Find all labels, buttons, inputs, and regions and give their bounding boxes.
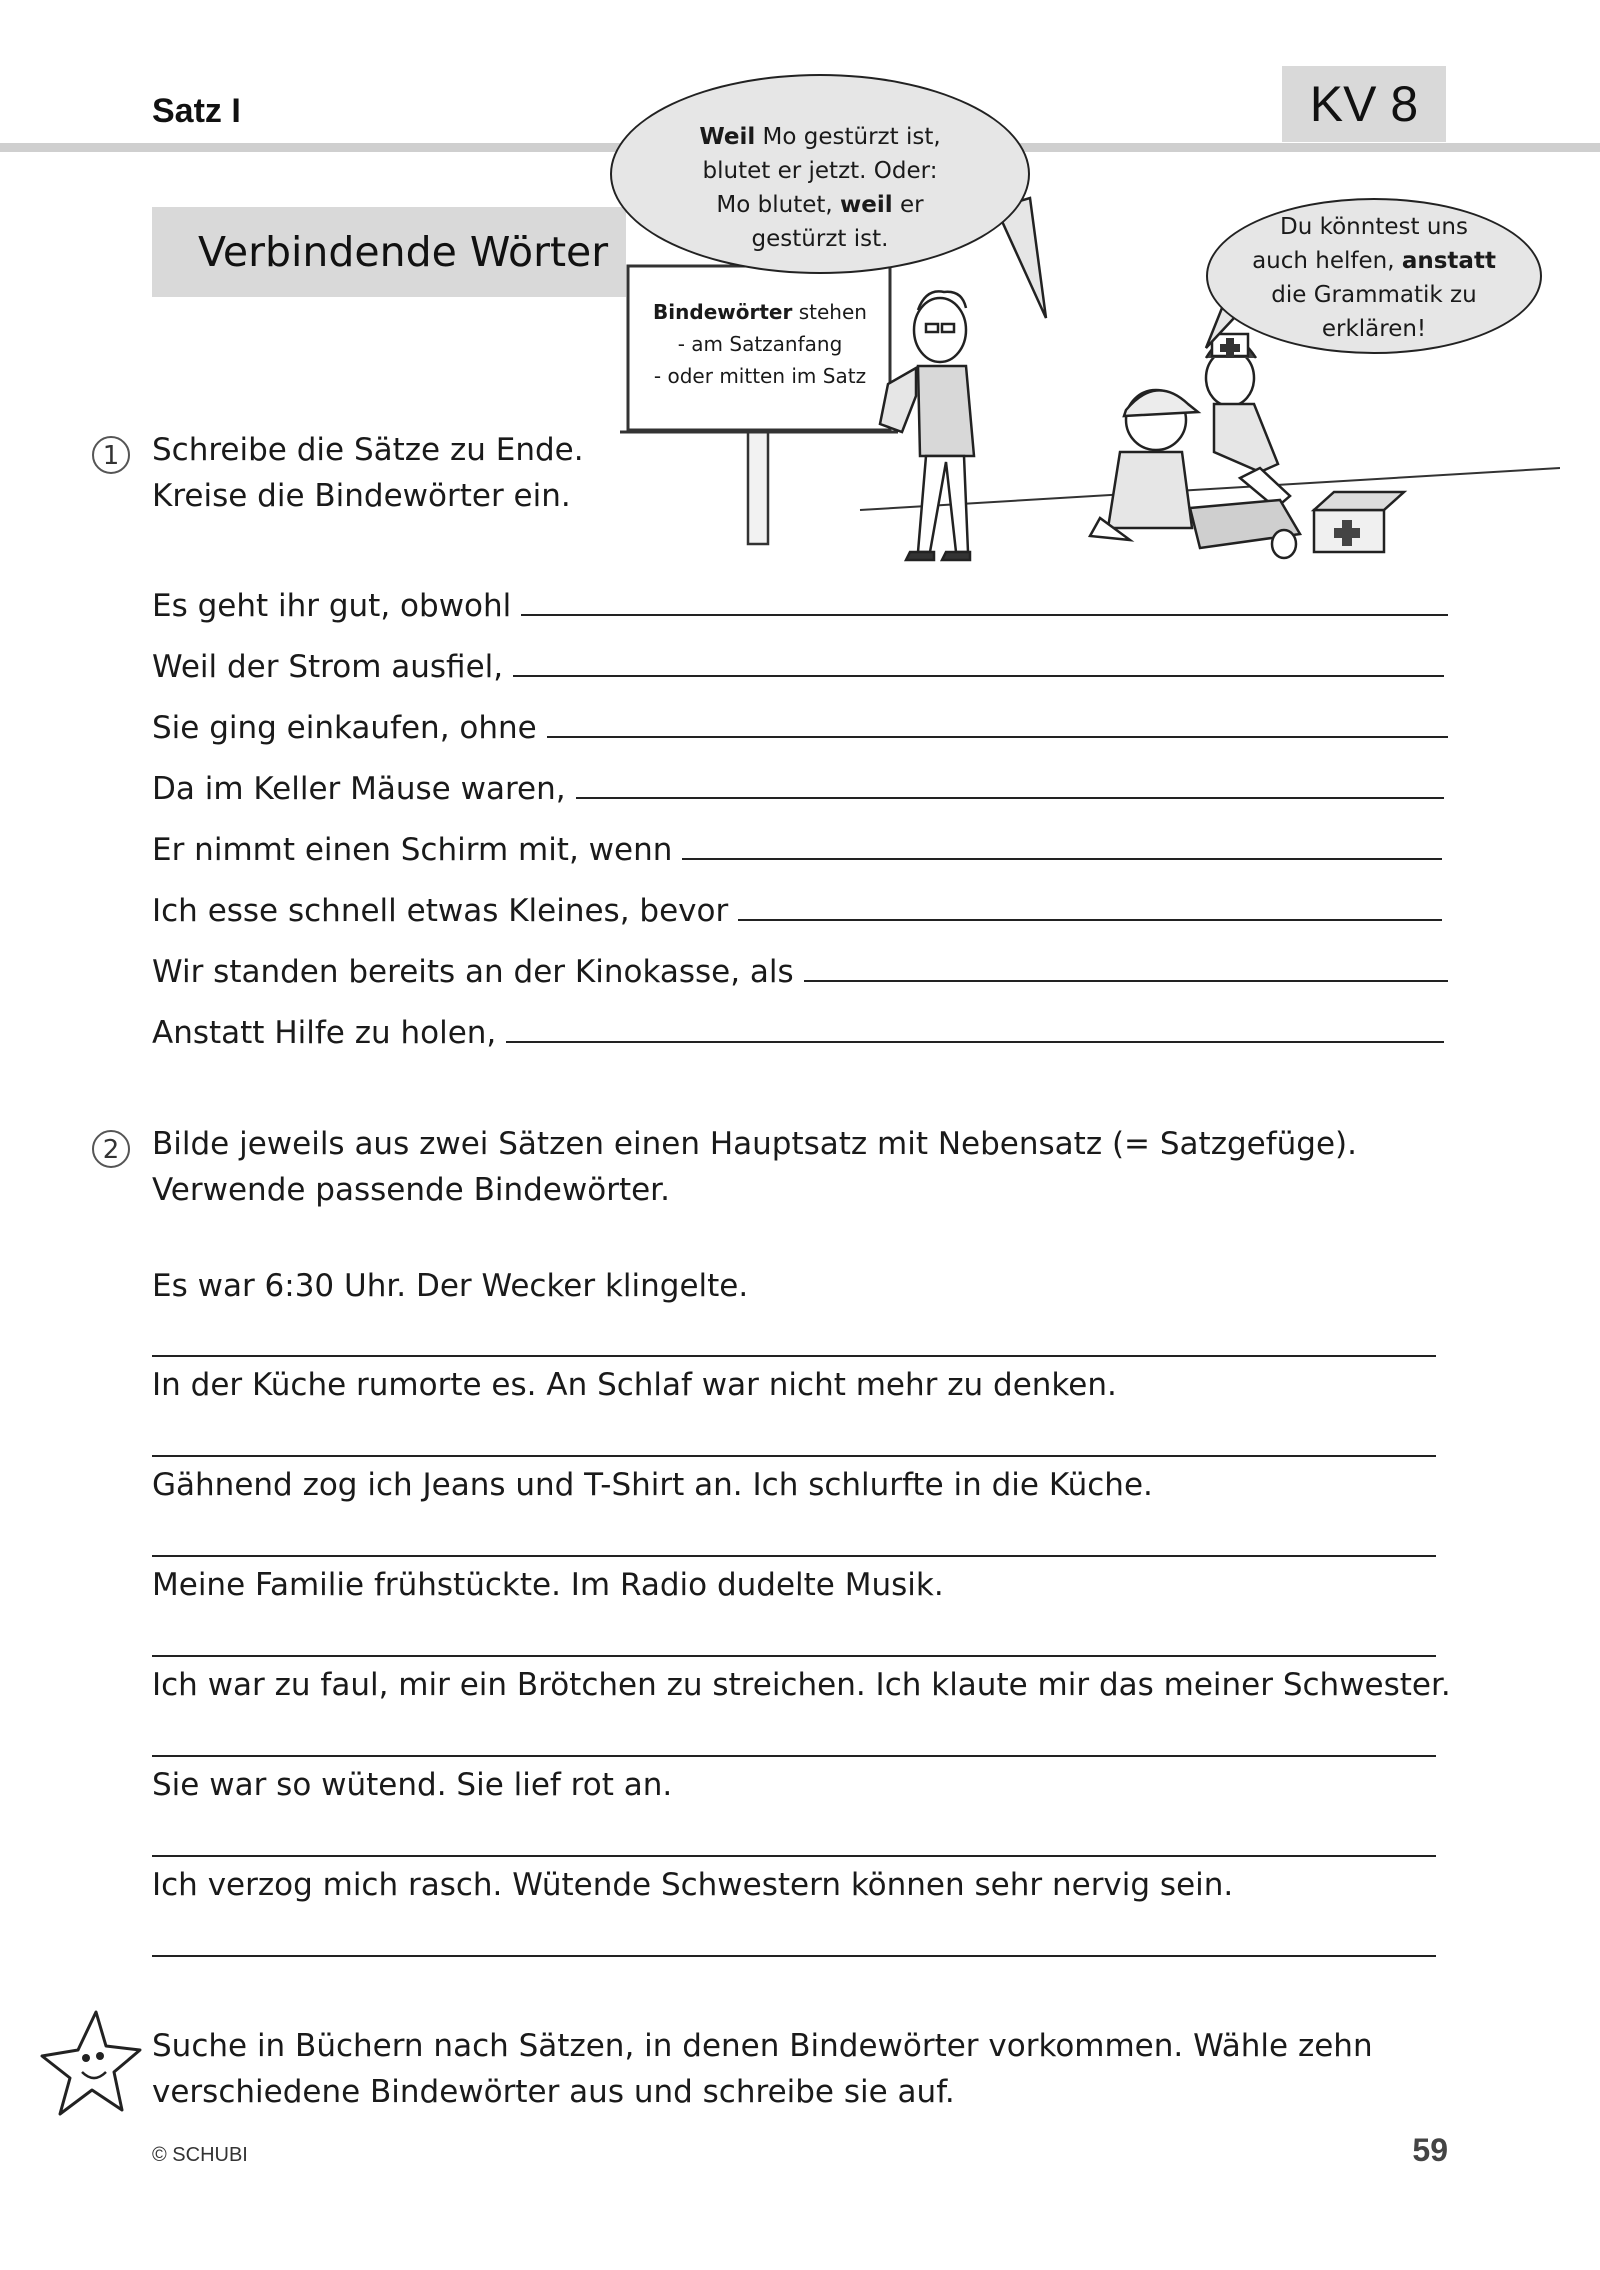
page-title: Verbindende Wörter: [152, 207, 626, 297]
board-line-2: - am Satzanfang: [677, 332, 843, 356]
copyright: © SCHUBI: [152, 2144, 248, 2166]
task-1-instructions: Schreibe die Sätze zu Ende. Kreise die Bindewörter ein.: [152, 432, 584, 514]
answer-line[interactable]: [152, 1455, 1436, 1457]
answer-line[interactable]: [738, 919, 1442, 921]
answer-line[interactable]: [152, 1855, 1436, 1857]
answer-line[interactable]: [547, 736, 1448, 738]
answer-line[interactable]: [804, 980, 1448, 982]
exercise-sentence: Gähnend zog ich Jeans und T-Shirt an. Ich schlurfte in die Küche.: [152, 1467, 1153, 1503]
fill-row[interactable]: Er nimmt einen Schirm mit, wenn: [152, 822, 1442, 868]
answer-line[interactable]: [152, 1555, 1436, 1557]
answer-line[interactable]: [152, 1355, 1436, 1357]
answer-line[interactable]: [682, 858, 1442, 860]
fill-row[interactable]: Da im Keller Mäuse waren,: [152, 761, 1444, 807]
section-label: Satz I: [152, 92, 241, 130]
exercise-sentence: Es war 6:30 Uhr. Der Wecker klingelte.: [152, 1268, 749, 1304]
answer-line[interactable]: [152, 1655, 1436, 1657]
task-1-number: 1: [92, 436, 130, 474]
star-task-text: Suche in Büchern nach Sätzen, in denen Bindewörter vorkommen. Wähle zehn verschiedene Bindewörter aus und schreibe sie auf.: [152, 2028, 1373, 2110]
fill-row[interactable]: Ich esse schnell etwas Kleines, bevor: [152, 883, 1442, 929]
answer-line[interactable]: [152, 1955, 1436, 1957]
board-bold-word: Bindewörter: [653, 300, 793, 324]
exercise-sentence: Meine Familie frühstückte. Im Radio dudelte Musik.: [152, 1567, 944, 1603]
fill-row[interactable]: Anstatt Hilfe zu holen,: [152, 1005, 1444, 1051]
speech-bubble-nurse: Du könntest uns auch helfen, anstatt die Grammatik zu erklären!: [1206, 198, 1542, 354]
worksheet-code: KV 8: [1282, 66, 1446, 142]
fill-row[interactable]: Es geht ihr gut, obwohl: [152, 578, 1448, 624]
task-2-number: 2: [92, 1130, 130, 1168]
answer-line[interactable]: [152, 1755, 1436, 1757]
answer-line[interactable]: [513, 675, 1444, 677]
exercise-sentence: Ich verzog mich rasch. Wütende Schwestern können sehr nervig sein.: [152, 1867, 1234, 1903]
signboard-text: Bindewörter stehen - am Satzanfang - oder mitten im Satz: [640, 296, 880, 392]
exercise-sentence: Sie war so wütend. Sie lief rot an.: [152, 1767, 673, 1803]
answer-line[interactable]: [521, 614, 1448, 616]
speech-bubble-teacher: Weil Mo gestürzt ist, blutet er jetzt. Oder: Mo blutet, weil er gestürzt ist.: [610, 74, 1030, 274]
fill-row[interactable]: Wir standen bereits an der Kinokasse, als: [152, 944, 1448, 990]
exercise-sentence: Ich war zu faul, mir ein Brötchen zu streichen. Ich klaute mir das meiner Schwester.: [152, 1667, 1451, 1703]
task-2-instructions: Bilde jeweils aus zwei Sätzen einen Hauptsatz mit Nebensatz (= Satzgefüge). Verwende passende Bindewörter.: [152, 1126, 1357, 1208]
star-icon: [36, 2006, 146, 2122]
answer-line[interactable]: [576, 797, 1444, 799]
fill-row[interactable]: Weil der Strom ausfiel,: [152, 639, 1444, 685]
illustration: [600, 48, 1560, 578]
exercise-sentence: In der Küche rumorte es. An Schlaf war nicht mehr zu denken.: [152, 1367, 1117, 1403]
board-line-3: - oder mitten im Satz: [653, 364, 867, 388]
answer-line[interactable]: [506, 1041, 1444, 1043]
fill-row[interactable]: Sie ging einkaufen, ohne: [152, 700, 1448, 746]
page-number: 59: [1412, 2132, 1448, 2168]
